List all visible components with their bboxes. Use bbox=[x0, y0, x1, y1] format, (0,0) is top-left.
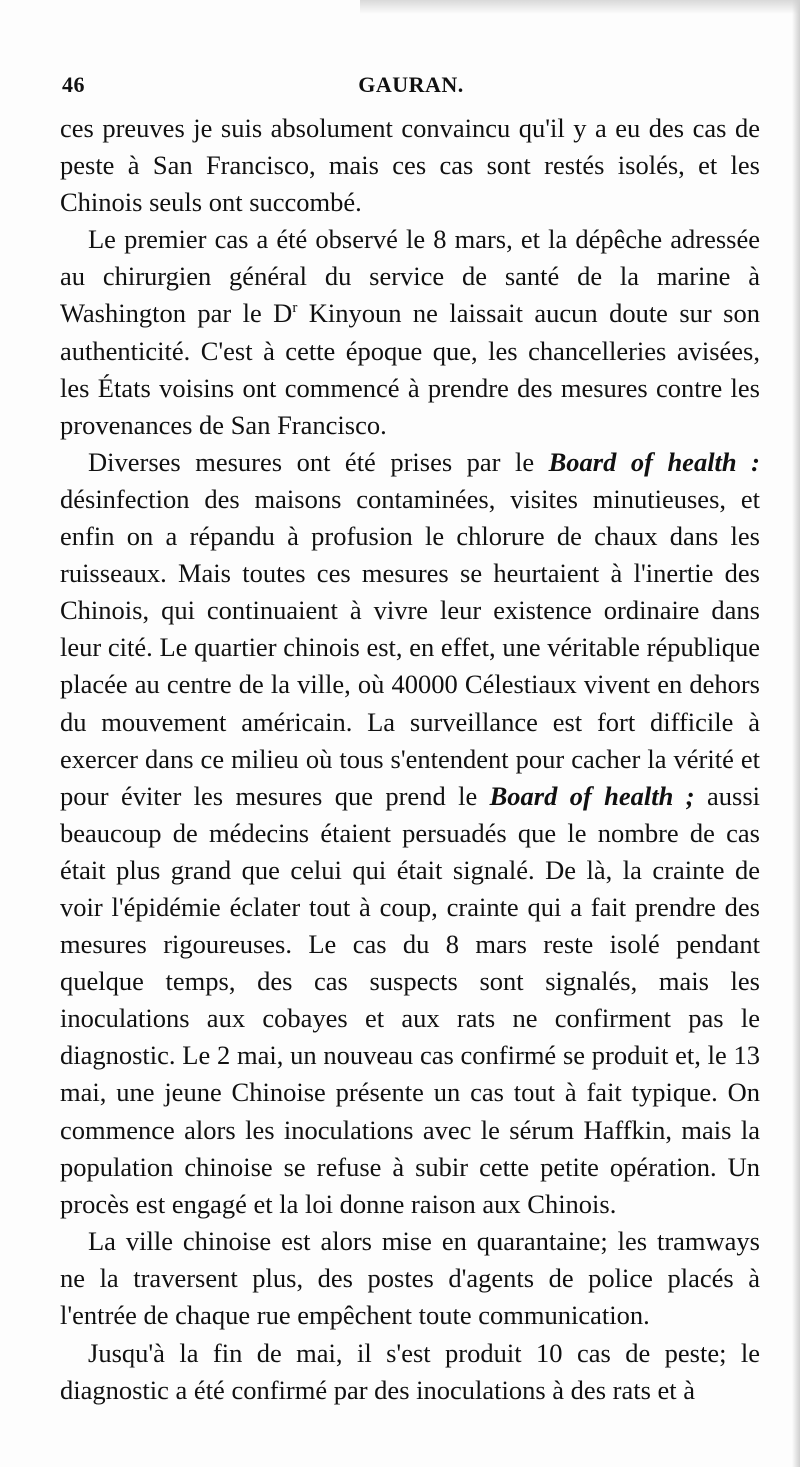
paragraph-1 bbox=[60, 110, 760, 221]
paragraph-5 bbox=[60, 1335, 760, 1409]
doctor-abbrev-superscript: r bbox=[292, 300, 298, 317]
paragraph-3-text-b: désinfection des maisons contaminées, visites minutieuses, et enfin on a répandu à profusion le chlorure de chaux dans les ruisseaux. Mais toutes ces mesures se heurtaient à l'inertie des Chinois, qui continuaient à vivre leur existence ordinaire dans leur cité. Le quartier chinois est, en effet, une véritable république placée au centre de la ville, où 40000 Célestiaux vivent en dehors du mouvement américain. La surveillance est fort difficile à exercer dans ce milieu où tous s'entendent pour cacher la vérité et pour éviter les mesures que prend le bbox=[60, 483, 760, 811]
paragraph-3-text-c: aussi beaucoup de médecins étaient persuadés que le nombre de cas était plus grand que celui qui était signalé. De là, la crainte de voir l'épidémie éclater tout à coup, crainte qui a fait prendre des mesures rigoureuses. Le cas du 8 mars reste isolé pendant quelque temps, des cas suspects sont signalés, mais les inoculations aux cobayes et aux rats ne confirment pas le diagnostic. Le 2 mai, un nouveau cas confirmé se produit et, le 13 mai, une jeune Chinoise présente un cas tout à fait typique. On commence alors les inoculations avec le sérum Haffkin, mais la population chinoise se refuse à subir cette petite opération. Un procès est engagé et la loi donne raison aux Chinois. bbox=[60, 780, 760, 1219]
paragraph-3-text-a: Diverses mesures ont été prises par le bbox=[88, 446, 549, 477]
paragraph-2-text-a: Le premier cas a été observé le 8 mars, et la dépêche adressée au chirurgien général du service de santé de la marine à Washington par le D bbox=[60, 224, 760, 329]
board-of-health-italic-1: Board of health : bbox=[548, 446, 760, 477]
body-text bbox=[60, 110, 760, 1409]
paragraph-4-text: La ville chinoise est alors mise en quarantaine; les tramways ne la traversent plus, des postes d'agents de police placés à l'entrée de chaque rue empêchent toute communication. bbox=[60, 1225, 760, 1330]
running-title: GAURAN. bbox=[358, 72, 464, 97]
page-binding-shadow bbox=[792, 0, 800, 1467]
paragraph-5-text: Jusqu'à la fin de mai, il s'est produit 10 cas de peste; le diagnostic a été confirmé par des inoculations à des rats et à bbox=[60, 1338, 760, 1406]
paragraph-2-text-b: Kinyoun ne laissait aucun doute sur son authenticité. C'est à cette époque que, les chancelleries avisées, les États voisins ont commencé à prendre des mesures contre les provenances de San Francisco. bbox=[60, 298, 760, 440]
paragraph-1-text: ces preuves je suis absolument convaincu qu'il y a eu des cas de peste à San Francisco, mais ces cas sont restés isolés, et les Chinois seuls ont succombé. bbox=[60, 113, 760, 218]
paragraph-4 bbox=[60, 1223, 760, 1334]
paragraph-3 bbox=[60, 444, 760, 1223]
page-number: 46 bbox=[62, 72, 85, 97]
page-header bbox=[62, 72, 760, 102]
board-of-health-italic-2: Board of health ; bbox=[489, 780, 695, 811]
paragraph-2 bbox=[60, 221, 760, 444]
page-edge-shadow bbox=[360, 0, 800, 14]
